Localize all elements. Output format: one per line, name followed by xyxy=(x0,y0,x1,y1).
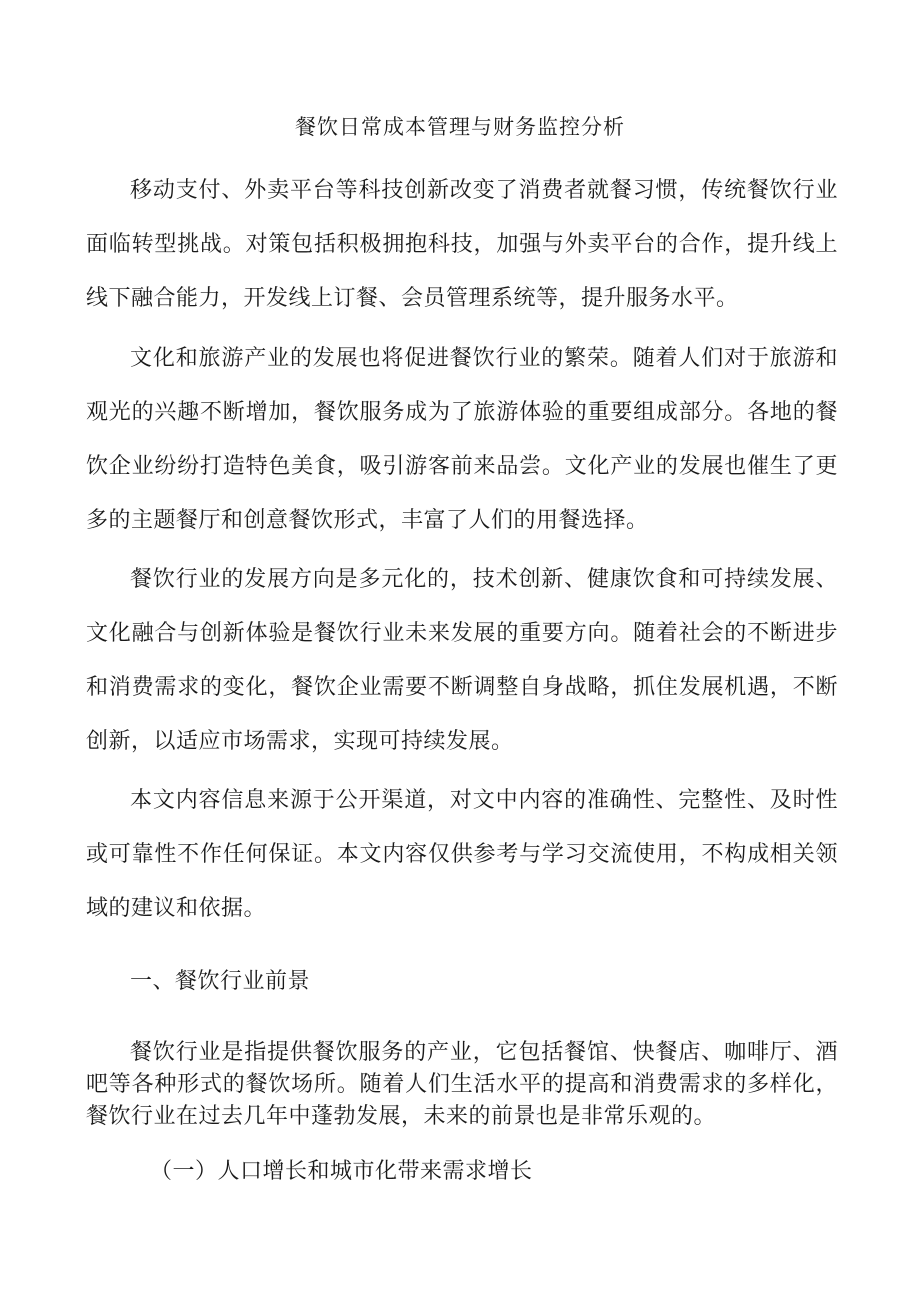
paragraph-culture-tourism: 文化和旅游产业的发展也将促进餐饮行业的繁荣。随着人们对于旅游和观光的兴趣不断增加，餐饮服务成为了旅游体验的重要组成部分。各地的餐饮企业纷纷打造特色美食，吸引游客前来品尝。文化产业的发展也催生了更多的主题餐厅和创意餐饮形式，丰富了人们的用餐选择。 xyxy=(86,346,838,533)
subsection-heading: （一）人口增长和城市化带来需求增长 xyxy=(150,1159,533,1184)
document-title: 餐饮日常成本管理与财务监控分析 xyxy=(295,115,625,139)
paragraph-industry-outlook: 餐饮行业是指提供餐饮服务的产业，它包括餐馆、快餐店、咖啡厅、酒吧等各种形式的餐饮场所。随着人们生活水平的提高和消费需求的多样化，餐饮行业在过去几年中蓬勃发展，未来的前景也是非常乐观的。 xyxy=(86,1040,838,1129)
paragraph-tech-innovation: 移动支付、外卖平台等科技创新改变了消费者就餐习惯，传统餐饮行业面临转型挑战。对策包括积极拥抱科技，加强与外卖平台的合作，提升线上线下融合能力，开发线上订餐、会员管理系统等，提升服务水平。 xyxy=(86,178,838,311)
section-heading: 一、餐饮行业前景 xyxy=(130,969,311,994)
paragraph-disclaimer: 本文内容信息来源于公开渠道，对文中内容的准确性、完整性、及时性或可靠性不作任何保证。本文内容仅供参考与学习交流使用，不构成相关领域的建议和依据。 xyxy=(86,788,838,921)
paragraph-development-direction: 餐饮行业的发展方向是多元化的，技术创新、健康饮食和可持续发展、文化融合与创新体验是餐饮行业未来发展的重要方向。随着社会的不断进步和消费需求的变化，餐饮企业需要不断调整自身战略，抓住发展机遇，不断创新，以适应市场需求，实现可持续发展。 xyxy=(86,567,838,754)
